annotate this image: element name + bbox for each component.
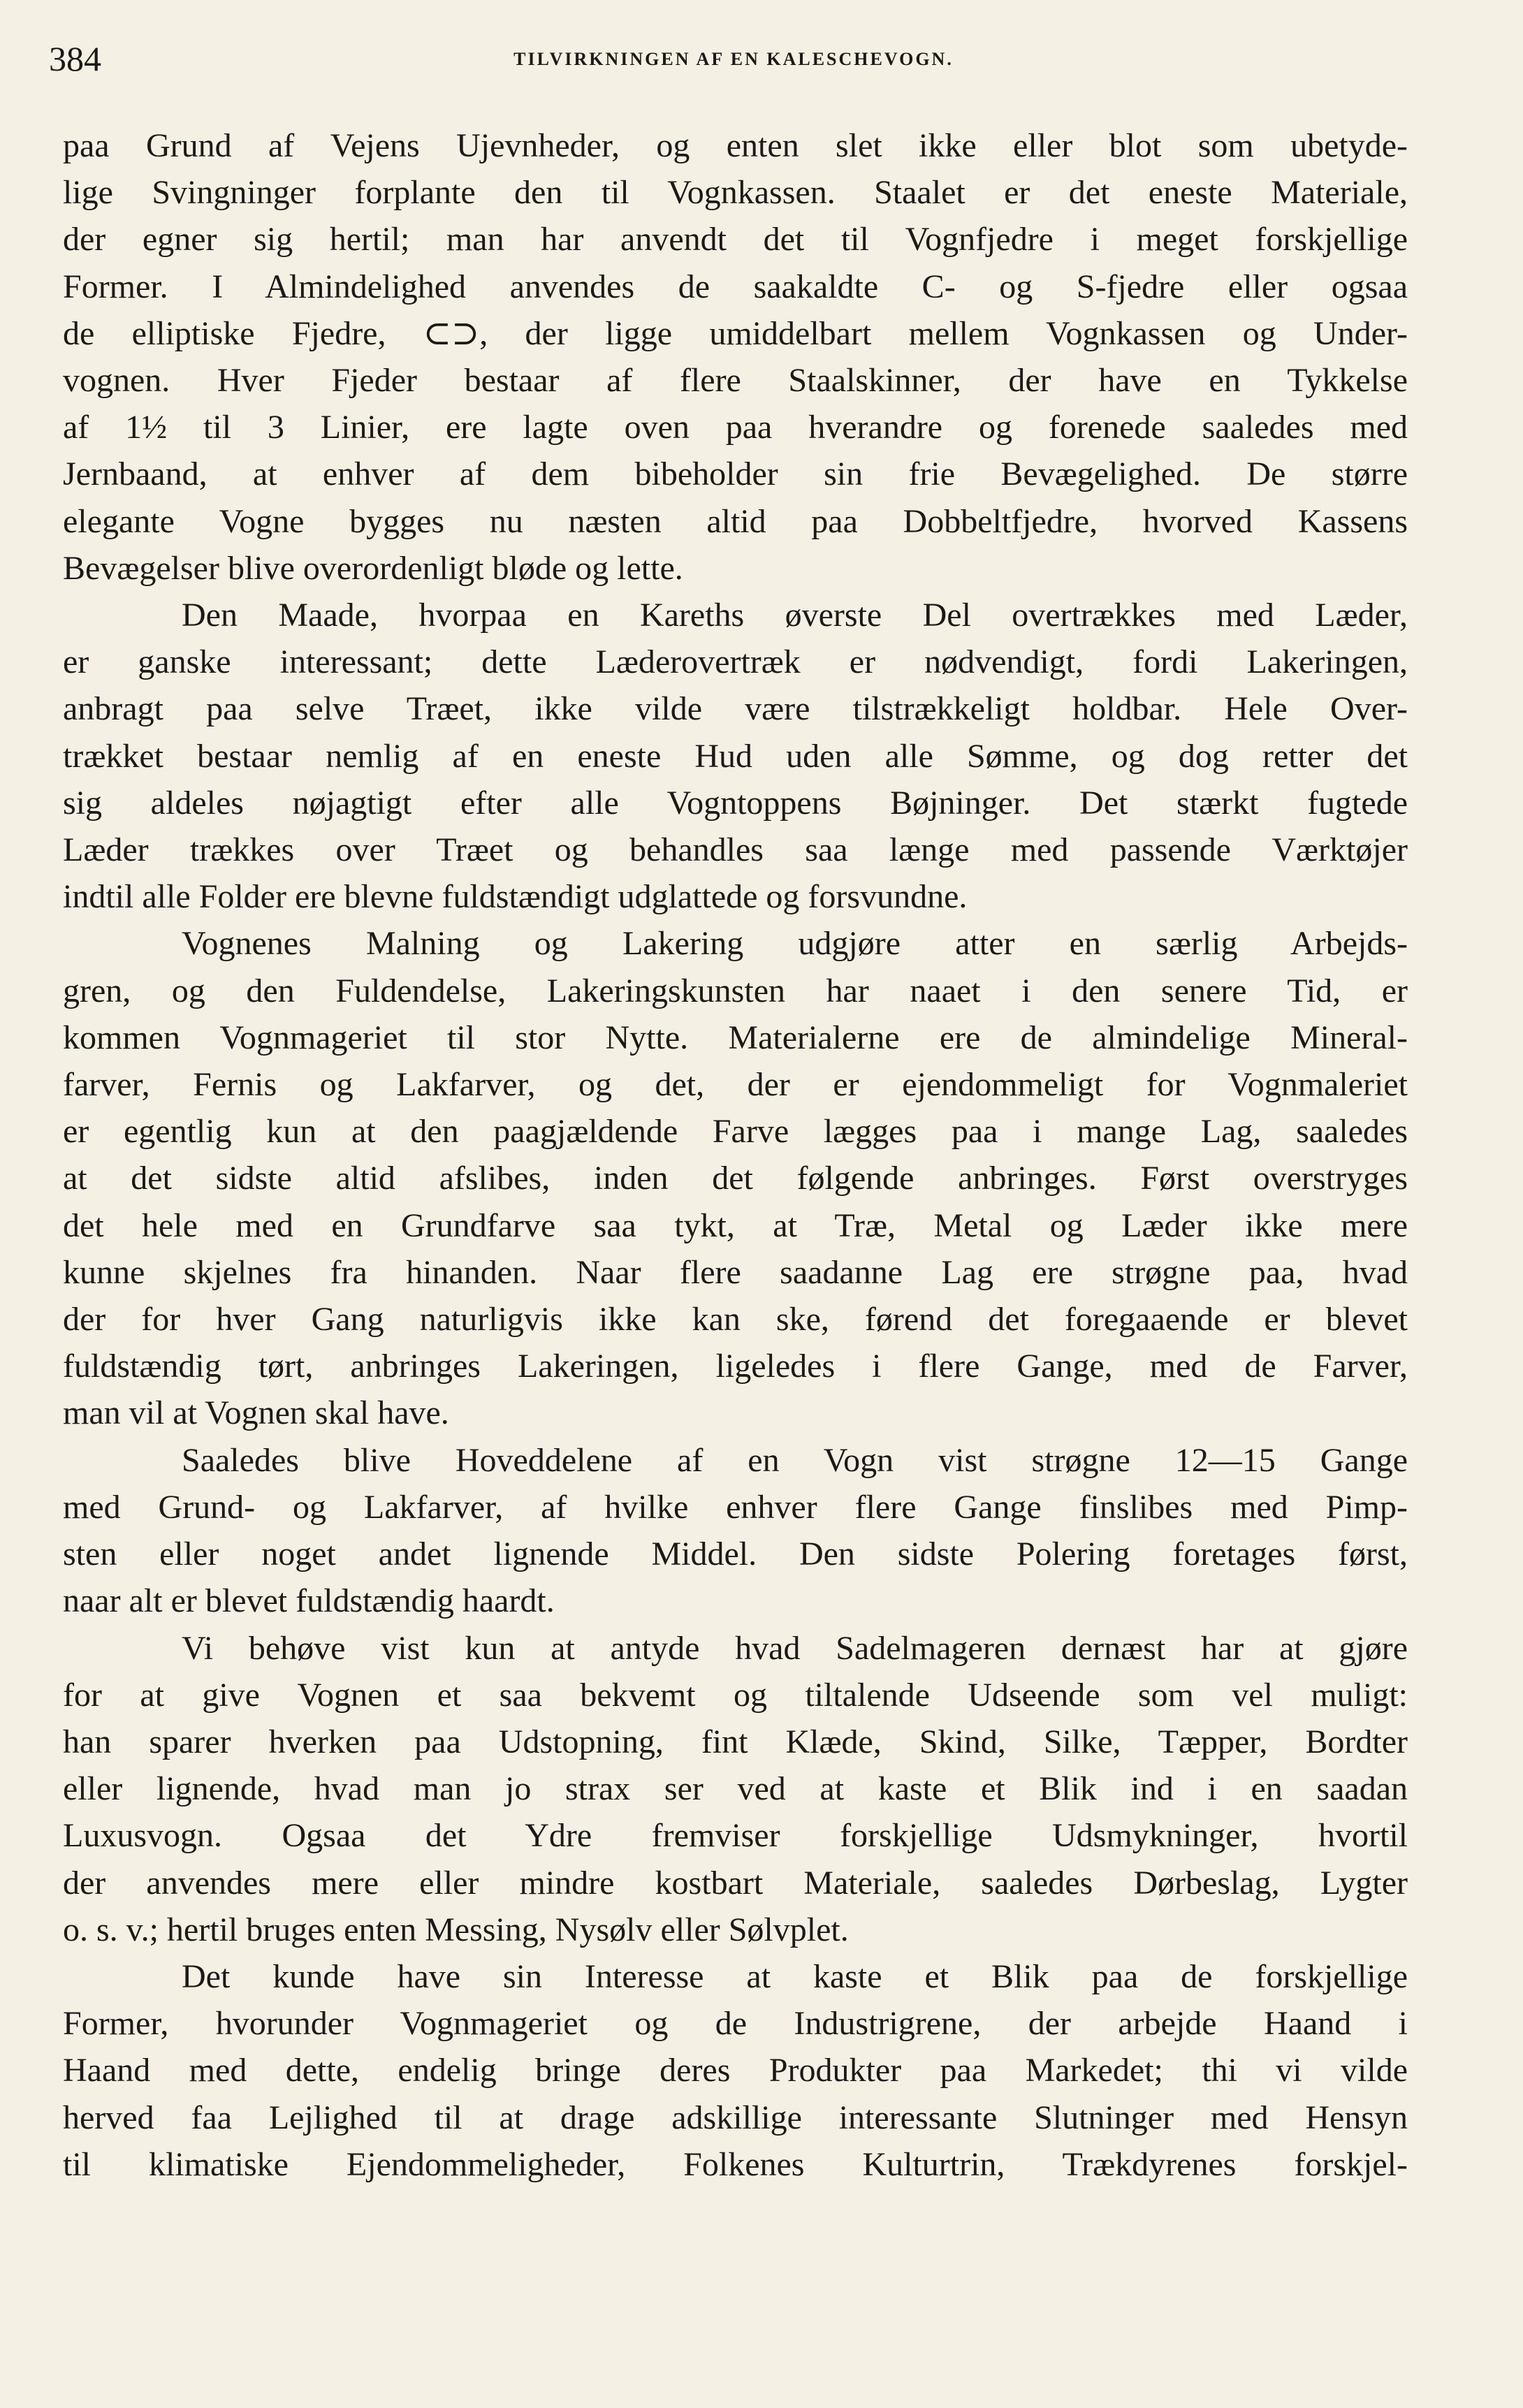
paragraph: [63, 1437, 1408, 1625]
text-line: de elliptiske Fjedre, ⊂⊃, der ligge umiddelbart mellem Vognkassen og Under-: [63, 314, 1408, 352]
text-line: kommen Vognmageriet til stor Nytte. Materialerne ere de almindelige Mineral-: [63, 1019, 1408, 1056]
text-line: der egner sig hertil; man har anvendt det til Vognfjedre i meget forskjellige: [63, 221, 1408, 258]
text-line: paa Grund af Vejens Ujevnheder, og enten slet ikke eller blot som ubetyde-: [63, 127, 1408, 164]
text-line: er egentlig kun at den paagjældende Farve lægges paa i mange Lag, saaledes: [63, 1113, 1408, 1151]
text-line: der for hver Gang naturligvis ikke kan ske, førend det foregaaende er blevet: [63, 1301, 1408, 1338]
paragraph: [63, 122, 1408, 592]
text-line: kunne skjelnes fra hinanden. Naar flere saadanne Lag ere strøgne paa, hvad: [63, 1253, 1408, 1291]
text-line: af 1½ til 3 Linier, ere lagte oven paa hverandre og forenede saaledes med: [63, 409, 1408, 446]
paragraph: [63, 920, 1408, 1436]
text-line: farver, Fernis og Lakfarver, og det, der er ejendommeligt for Vognmaleriet: [63, 1066, 1408, 1104]
paragraph: [63, 592, 1408, 920]
page-number: 384: [49, 39, 101, 78]
text-line: Det kunde have sin Interesse at kaste et Blik paa de forskjellige: [182, 1957, 1408, 1995]
text-line: Vognenes Malning og Lakering udgjøre atter en særlig Arbejds-: [182, 925, 1408, 963]
text-line: naar alt er blevet fuldstændig haardt.: [63, 1582, 555, 1620]
text-line: eller lignende, hvad man jo strax ser ved at kaste et Blik ind i en saadan: [63, 1770, 1408, 1808]
text-line: Læder trækkes over Træet og behandles saa længe med passende Værktøjer: [63, 831, 1408, 869]
text-line: o. s. v.; hertil bruges enten Messing, Nysølv eller Sølvplet.: [63, 1911, 849, 1948]
text-line: Saaledes blive Hoveddelene af en Vogn vist strøgne 12—15 Gange: [182, 1441, 1408, 1479]
text-line: Jernbaand, at enhver af dem bibeholder sin frie Bevægelighed. De større: [63, 455, 1408, 493]
text-line: vognen. Hver Fjeder bestaar af flere Staalskinner, der have en Tykkelse: [63, 362, 1408, 400]
text-line: der anvendes mere eller mindre kostbart Materiale, saaledes Dørbeslag, Lygter: [63, 1864, 1408, 1902]
text-line: sig aldeles nøjagtigt efter alle Vogntoppens Bøjninger. Det stærkt fugtede: [63, 784, 1408, 822]
page-header: [49, 34, 1418, 89]
body-text: [63, 122, 1408, 2188]
text-line: Former, hvorunder Vognmageriet og de Industrigrene, der arbejde Haand i: [63, 2005, 1408, 2043]
paragraph: [63, 1953, 1408, 2188]
text-line: herved faa Lejlighed til at drage adskillige interessante Slutninger med Hensyn: [63, 2099, 1408, 2136]
text-line: Bevægelser blive overordenligt bløde og lette.: [63, 549, 683, 587]
text-line: fuldstændig tørt, anbringes Lakeringen, ligeledes i flere Gange, med de Farver,: [63, 1348, 1408, 1385]
text-line: det hele med en Grundfarve saa tykt, at Træ, Metal og Læder ikke mere: [63, 1206, 1408, 1244]
text-line: Vi behøve vist kun at antyde hvad Sadelmageren dernæst har at gjøre: [182, 1629, 1408, 1667]
text-line: lige Svingninger forplante den til Vognkassen. Staalet er det eneste Materiale,: [63, 174, 1408, 212]
text-line: indtil alle Folder ere blevne fuldstændigt udglattede og forsvundne.: [63, 878, 968, 916]
text-line: for at give Vognen et saa bekvemt og tiltalende Udseende som vel muligt:: [63, 1676, 1408, 1714]
text-line: at det sidste altid afslibes, inden det følgende anbringes. Først overstryges: [63, 1160, 1408, 1197]
text-line: med Grund- og Lakfarver, af hvilke enhver flere Gange finslibes med Pimp-: [63, 1488, 1408, 1526]
text-line: sten eller noget andet lignende Middel. Den sidste Polering foretages først,: [63, 1535, 1408, 1573]
text-line: elegante Vogne bygges nu næsten altid paa Dobbeltfjedre, hvorved Kassens: [63, 502, 1408, 540]
text-line: Den Maade, hvorpaa en Kareths øverste Del overtrækkes med Læder,: [182, 597, 1408, 634]
text-line: Former. I Almindelighed anvendes de saakaldte C- og S-fjedre eller ogsaa: [63, 268, 1408, 305]
text-line: han sparer hverken paa Udstopning, fint Klæde, Skind, Silke, Tæpper, Bordter: [63, 1723, 1408, 1760]
paragraph: [63, 1625, 1408, 1953]
text-line: Haand med dette, endelig bringe deres Produkter paa Markedet; thi vi vilde: [63, 2052, 1408, 2089]
text-line: er ganske interessant; dette Læderovertræk er nødvendigt, fordi Lakeringen,: [63, 643, 1408, 681]
text-line: gren, og den Fuldendelse, Lakeringskunsten har naaet i den senere Tid, er: [63, 972, 1408, 1009]
text-line: man vil at Vognen skal have.: [63, 1394, 449, 1432]
text-line: trækket bestaar nemlig af en eneste Hud uden alle Sømme, og dog retter det: [63, 737, 1408, 775]
running-title: TILVIRKNINGEN AF EN KALESCHEVOGN.: [513, 49, 954, 69]
text-line: til klimatiske Ejendommeligheder, Folkenes Kulturtrin, Trækdyrenes forskjel-: [63, 2145, 1408, 2183]
text-line: anbragt paa selve Træet, ikke vilde være tilstrækkeligt holdbar. Hele Over-: [63, 690, 1408, 728]
text-line: Luxusvogn. Ogsaa det Ydre fremviser forskjellige Udsmykninger, hvortil: [63, 1817, 1408, 1855]
